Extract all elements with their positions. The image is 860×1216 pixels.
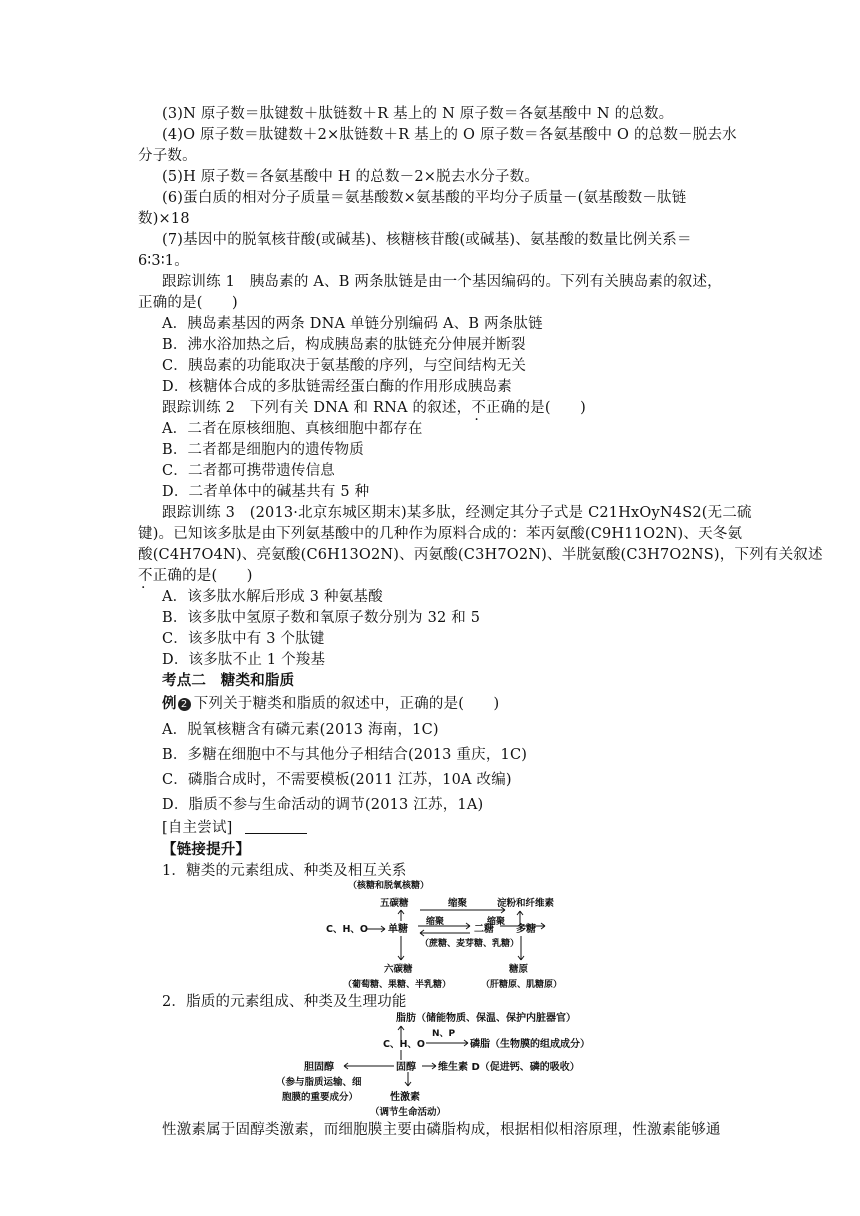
diagram-label: 胞膜的重要成分） [282,1092,359,1103]
diagram-label: 性激素 [390,1092,420,1103]
diagram-label: 淀粉和纤维素 [497,898,555,909]
diagram-label: 脂肪（储能物质、保温、保护内脏器官） [396,1013,576,1024]
text-line: 6∶3∶1。 [138,253,189,269]
option-a: A．二者在原核细胞、真核细胞中都存在 [162,421,423,437]
text-line: (3)N 原子数＝肽键数＋肽链数＋R 基上的 N 原子数＝各氨基酸中 N 的总数。 [162,106,674,122]
diagram-label: 多糖 [516,924,536,935]
text-line: 数)×18 [138,211,190,227]
subheading: 1．糖类的元素组成、种类及相互关系 [162,863,407,879]
diagram-label: C、H、O [326,924,368,935]
option-d: D．核糖体合成的多肽链需经蛋白酶的作用形成胰岛素 [162,379,512,395]
option-b: B．沸水浴加热之后，构成胰岛素的肽链充分伸展并断裂 [162,337,526,353]
diagram-label: （肝糖原、肌糖原） [481,980,563,990]
diagram-label: C、H、O [383,1039,425,1050]
text-line: (7)基因中的脱氧核苷酸(或碱基)、核糖核苷酸(或碱基)、氨基酸的数量比例关系＝ [162,232,692,248]
option-d: D．该多肽不止 1 个羧基 [162,652,326,668]
diagram-label: 二糖 [474,924,494,935]
subheading: 2．脂质的元素组成、种类及生理功能 [162,994,407,1010]
text-line: 分子数。 [138,148,197,164]
diagram-label: 磷脂（生物膜的组成成分） [470,1039,590,1050]
option-a: A．胰岛素基因的两条 DNA 单链分别编码 A、B 两条肽链 [162,316,543,332]
number-badge: 2 [178,698,191,711]
exercise-1-stem: 跟踪训练 1 胰岛素的 A、B 两条肽链是由一个基因编码的。下列有关胰岛素的叙述， [162,274,722,290]
option-c: C．胰岛素的功能取决于氨基酸的序列，与空间结构无关 [162,358,527,374]
diagram-label: 胆固醇 [304,1062,334,1073]
option-b: B．二者都是细胞内的遗传物质 [162,442,364,458]
diagram-label: 固醇 [396,1062,416,1073]
diagram-label: 缩聚 [487,917,506,927]
option-a: A．该多肽水解后形成 3 种氨基酸 [162,589,383,605]
diagram-label: （蔗糖、麦芽糖、乳糖） [420,939,520,949]
option-b: B．该多肽中氢原子数和氧原子数分别为 32 和 5 [162,610,481,626]
diagram-label: 单糖 [388,924,408,935]
diagram-label: 糖原 [509,964,529,975]
text-line: (6)蛋白质的相对分子质量＝氨基酸数×氨基酸的平均分子质量－(氨基酸数－肽链 [162,190,687,206]
option-d: D．脂质不参与生命活动的调节(2013 江苏，1A) [162,797,484,813]
diagram-label: 五碳糖 [380,898,409,909]
section-heading: 考点二 糖类和脂质 [162,672,295,689]
option-c: C．二者都可携带遗传信息 [162,463,335,479]
emphasis-char: 不 [471,400,487,416]
link-heading: 【链接提升】 [162,841,251,858]
diagram-label: 缩聚 [448,898,468,909]
emphasis-char: 不 [138,568,153,584]
example-2-stem: 例 2 下列关于糖类和脂质的叙述中，正确的是( ) [162,695,500,712]
option-a: A．脱氧核糖含有磷元素(2013 海南，1C) [162,722,439,738]
text-line: 性激素属于固醇类激素，而细胞膜主要由磷脂构成，根据相似相溶原理，性激素能够通 [162,1122,721,1138]
exercise-2-stem: 跟踪训练 2 下列有关 DNA 和 RNA 的叙述，不正确的是( ) [162,400,586,416]
diagram-label: （葡萄糖、果糖、半乳糖） [343,980,452,990]
text-line: (5)H 原子数＝各氨基酸中 H 的总数－2×脱去水分子数。 [162,169,540,185]
diagram-label: （参与脂质运输、细 [276,1077,362,1088]
diagram-label: 维生素 D（促进钙、磷的吸收） [438,1062,580,1073]
self-attempt: [自主尝试] [162,818,307,838]
diagram-label: （调节生命活动） [370,1107,447,1118]
text-line: 正确的是( ) [138,295,238,311]
text-line: 键)。已知该多肽是由下列氨基酸中的几种作为原料合成的：苯丙氨酸(C9H11O2N)、天冬氨 [138,526,743,542]
diagram-label: N、P [432,1029,456,1039]
diagram-label: 缩聚 [426,917,445,927]
option-c: C．该多肽中有 3 个肽键 [162,631,325,647]
text-line: (4)O 原子数＝肽键数＋2×肽链数＋R 基上的 O 原子数＝各氨基酸中 O 的总数－脱去水 [162,127,737,143]
diagram-label: （核糖和脱氧核糖） [348,881,430,891]
text-line: 酸(C4H7O4N)、亮氨酸(C6H13O2N)、丙氨酸(C3H7O2N)、半胱氨酸(C3H7O2NS)，下列有关叙述 [138,547,823,563]
exercise-3-stem: 跟踪训练 3 (2013·北京东城区期末)某多肽，经测定其分子式是 C21HxOyN4S2(无二硫 [162,505,752,521]
option-b: B．多糖在细胞中不与其他分子相结合(2013 重庆，1C) [162,747,528,763]
option-c: C．磷脂合成时，不需要模板(2011 江苏，10A 改编) [162,772,512,788]
diagram-label: 六碳糖 [384,964,413,975]
text-line: 不正确的是( ) [138,568,253,584]
option-d: D．二者单体中的碱基共有 5 种 [162,484,370,500]
